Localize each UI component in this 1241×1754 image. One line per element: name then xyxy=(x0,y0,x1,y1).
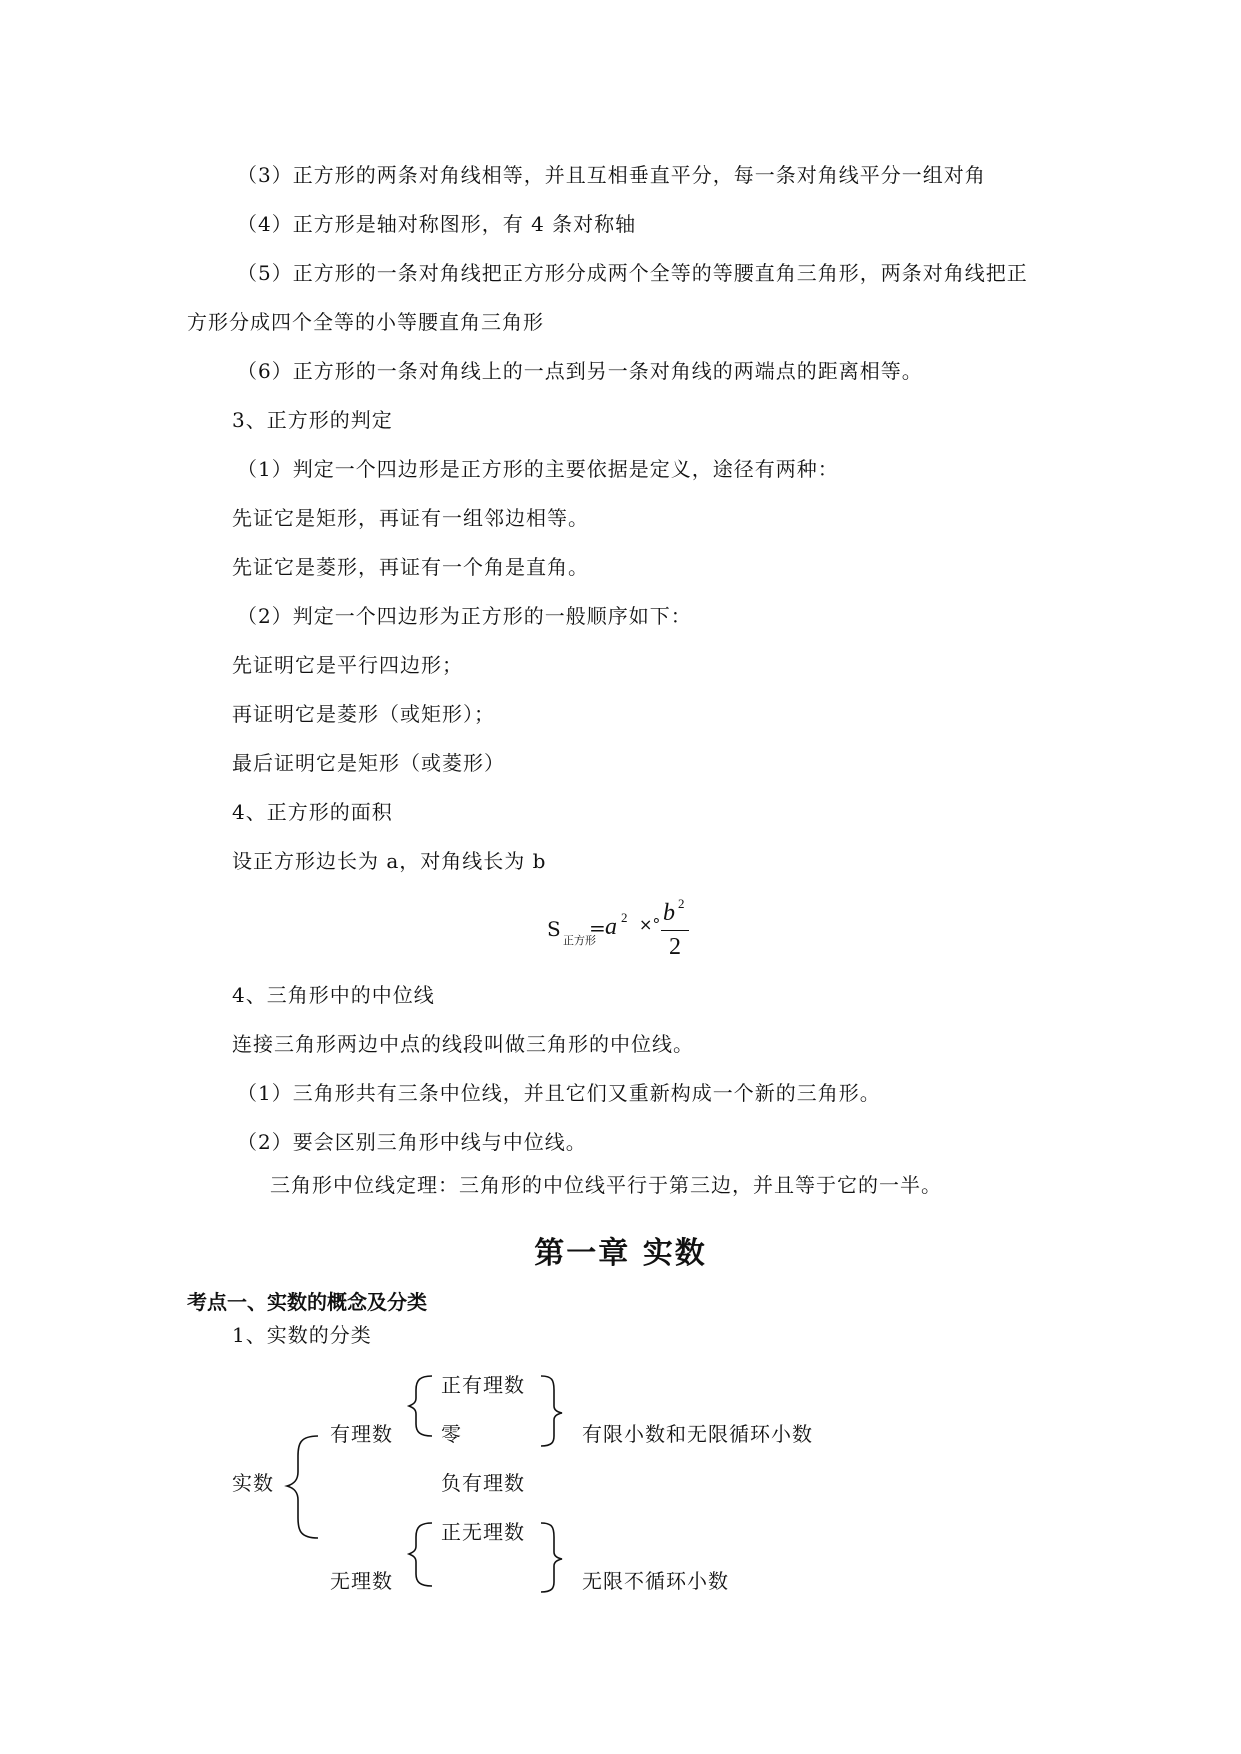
label-irrational-note: 无限不循环小数 xyxy=(582,1569,729,1593)
brace-irrational-right xyxy=(541,1523,562,1592)
text-line: （1）三角形共有三条中位线，并且它们又重新构成一个新的三角形。 xyxy=(237,1081,881,1105)
section-heading: 4、三角形中的中位线 xyxy=(232,983,435,1007)
text-line: 最后证明它是矩形（或菱形） xyxy=(232,751,505,775)
text-line: （6）正方形的一条对角线上的一点到另一条对角线的两端点的距离相等。 xyxy=(237,359,923,383)
formula-subscript: 正方形 xyxy=(563,934,596,947)
text-line: 设正方形边长为 a，对角线长为 b xyxy=(232,849,547,873)
text-line: 三角形中位线定理：三角形的中位线平行于第三边，并且等于它的一半。 xyxy=(270,1173,942,1197)
kaodian-title: 考点一、实数的概念及分类 xyxy=(187,1290,427,1314)
label-rational: 有理数 xyxy=(330,1422,393,1446)
formula-a: a xyxy=(605,914,617,940)
label-negative-rational: 负有理数 xyxy=(441,1471,525,1495)
text-line: 连接三角形两边中点的线段叫做三角形的中位线。 xyxy=(232,1032,694,1056)
label-positive-rational: 正有理数 xyxy=(441,1373,525,1397)
label-irrational: 无理数 xyxy=(330,1569,393,1593)
text-line: （2）要会区别三角形中线与中位线。 xyxy=(237,1130,587,1154)
label-rational-note: 有限小数和无限循环小数 xyxy=(582,1422,813,1446)
section-heading: 3、正方形的判定 xyxy=(232,408,393,432)
text-line: （5）正方形的一条对角线把正方形分成两个全等的等腰直角三角形，两条对角线把正 xyxy=(237,261,1028,285)
brace-rational-left xyxy=(409,1376,432,1436)
text-line: （4）正方形是轴对称图形，有 4 条对称轴 xyxy=(237,212,637,236)
text-line: 再证明它是菱形（或矩形）； xyxy=(232,702,495,726)
label-zero: 零 xyxy=(441,1422,462,1446)
formula-equals: = xyxy=(589,916,606,940)
section-heading: 4、正方形的面积 xyxy=(232,800,393,824)
section-heading: 1、实数的分类 xyxy=(232,1323,372,1347)
formula-operator: ×° xyxy=(639,915,661,934)
label-positive-irrational: 正无理数 xyxy=(441,1520,525,1544)
text-line: 先证明它是平行四边形； xyxy=(232,653,463,677)
brace-irrational-left xyxy=(409,1523,432,1586)
label-real-numbers: 实数 xyxy=(232,1471,274,1495)
area-formula xyxy=(547,896,707,970)
formula-a-exponent: 2 xyxy=(621,910,628,925)
brace-real xyxy=(287,1436,318,1538)
text-line: （3）正方形的两条对角线相等，并且互相垂直平分，每一条对角线平分一组对角 xyxy=(237,163,986,187)
formula-b: b xyxy=(663,900,675,926)
text-line: （1）判定一个四边形是正方形的主要依据是定义，途径有两种： xyxy=(237,457,839,481)
brace-rational-right xyxy=(541,1376,562,1446)
text-line: 先证它是菱形，再证有一个角是直角。 xyxy=(232,555,589,579)
text-line: 方形分成四个全等的小等腰直角三角形 xyxy=(187,310,544,334)
text-line: 先证它是矩形，再证有一组邻边相等。 xyxy=(232,506,589,530)
formula-S: S xyxy=(547,917,561,941)
chapter-title: 第一章 实数 xyxy=(534,1236,707,1271)
formula-b-exponent: 2 xyxy=(678,896,685,911)
formula-denominator: 2 xyxy=(669,934,681,960)
fraction-bar xyxy=(661,930,689,931)
text-line: （2）判定一个四边形为正方形的一般顺序如下： xyxy=(237,604,692,628)
